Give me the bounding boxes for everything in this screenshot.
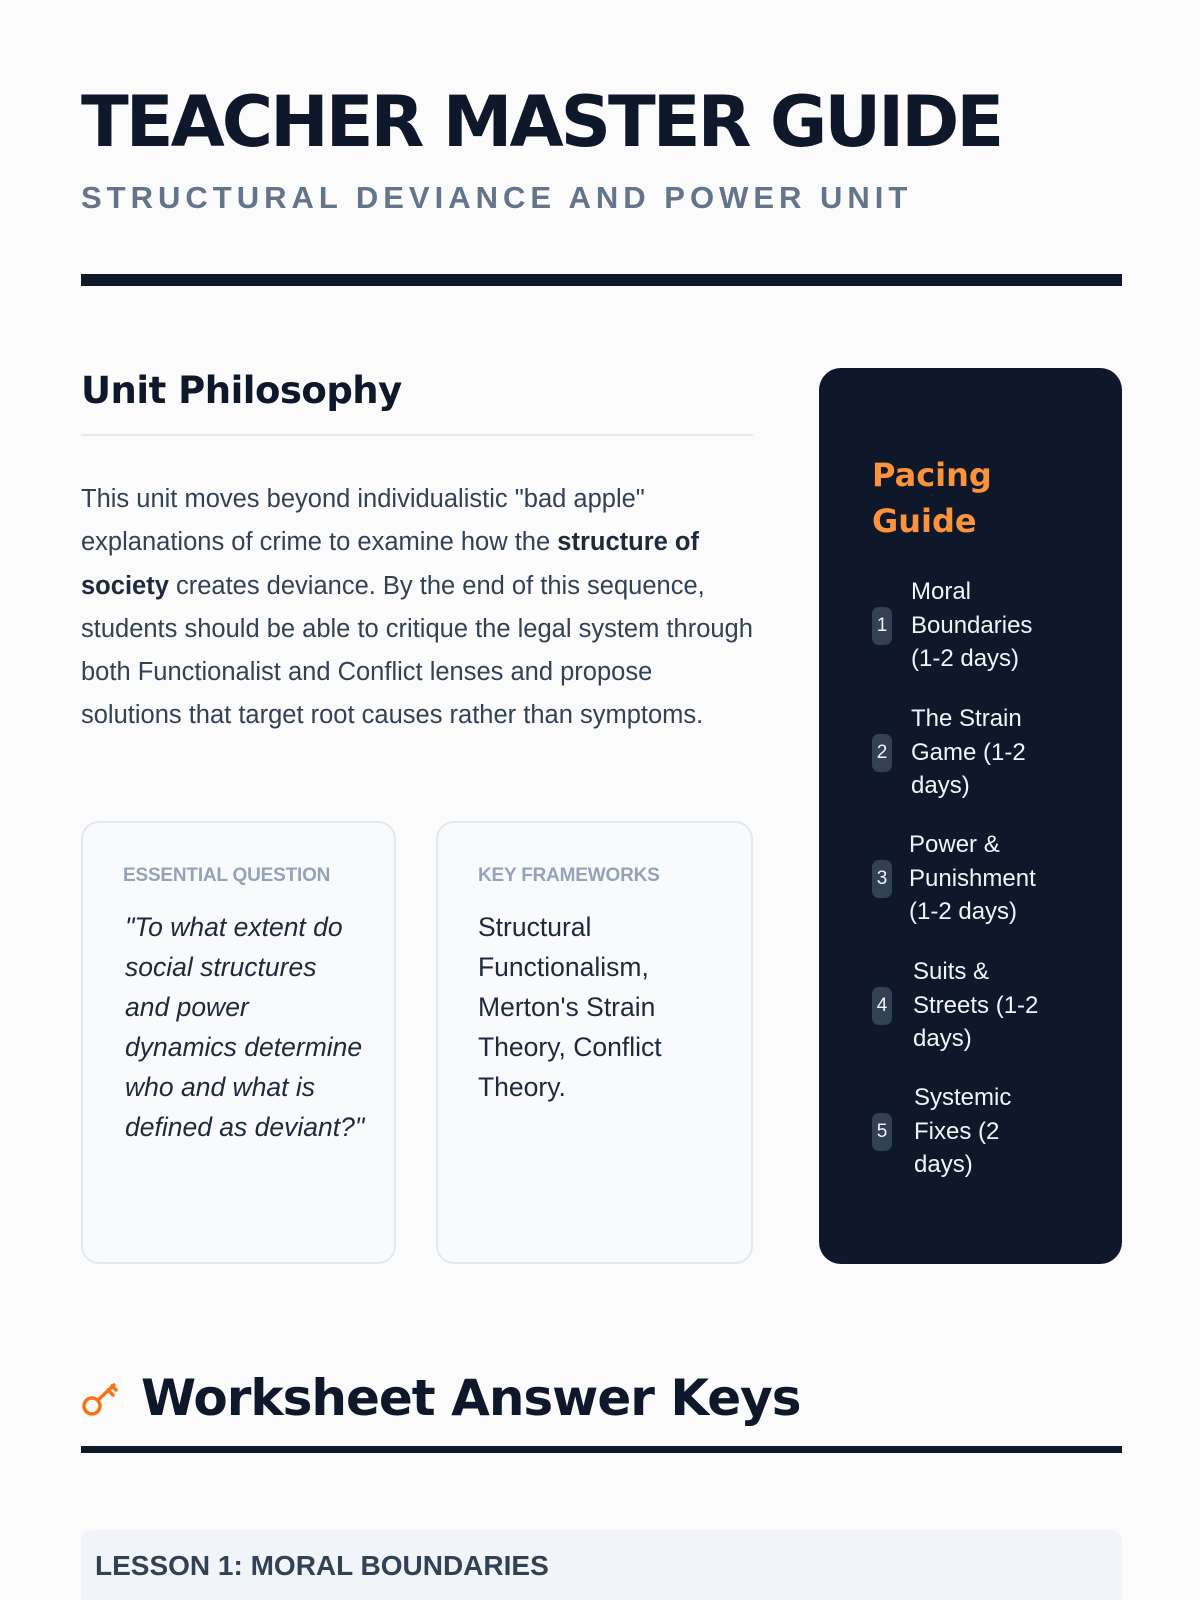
pacing-step-number: 3: [872, 860, 892, 898]
philosophy-text-part-2: creates deviance. By the end of this sequence, students should be able to critique the legal system through both Functionalist and Conflict lenses and propose solutions that target root causes rather than symptoms.: [81, 571, 753, 730]
essential-question-text: "To what extent do social structures and power dynamics determine who and what is defined as deviant?": [125, 912, 365, 1142]
pacing-item: [872, 1081, 1112, 1181]
philosophy-text-part-1: This unit moves beyond individualistic "bad apple" explanations of crime to examine how the: [81, 485, 645, 557]
pacing-step-number: 5: [872, 1113, 892, 1151]
lesson-1-header: [81, 1530, 1122, 1600]
key-frameworks-card: [436, 821, 753, 1264]
lesson-1-title: LESSON 1: MORAL BOUNDARIES: [95, 1550, 549, 1581]
key-icon: [81, 1379, 121, 1419]
pacing-step-text: Suits & Streets (1-2 days): [913, 958, 1039, 1052]
essential-question-label: ESSENTIAL QUESTION: [123, 865, 331, 886]
pacing-step-number: 4: [872, 987, 892, 1025]
page-title: TEACHER MASTER GUIDE: [81, 81, 1002, 163]
teacher-guide-page: [81, 0, 1122, 1600]
pacing-item: [872, 828, 1112, 928]
unit-philosophy-divider: [81, 434, 753, 436]
pacing-item: [872, 955, 1112, 1055]
unit-philosophy-text: [81, 478, 753, 738]
page-subtitle: STRUCTURAL DEVIANCE AND POWER UNIT: [81, 180, 913, 215]
title-divider: [81, 274, 1122, 286]
pacing-step-text: Power & Punishment (1-2 days): [909, 831, 1036, 925]
pacing-step-text: Systemic Fixes (2 days): [914, 1084, 1012, 1178]
pacing-guide-panel: [819, 368, 1122, 1264]
key-frameworks-label: KEY FRAMEWORKS: [478, 865, 660, 886]
pacing-item: [872, 702, 1112, 802]
pacing-guide-title: Pacing Guide: [872, 456, 992, 540]
worksheet-section-divider: [81, 1446, 1122, 1453]
pacing-item: [872, 575, 1112, 675]
pacing-step-number: 2: [872, 734, 892, 772]
pacing-step-number: 1: [872, 607, 892, 645]
essential-question-card: [81, 821, 396, 1264]
unit-philosophy-heading: Unit Philosophy: [81, 369, 402, 412]
pacing-step-text: Moral Boundaries (1-2 days): [911, 578, 1033, 672]
key-frameworks-text: Structural Functionalism, Merton's Strain Theory, Conflict Theory.: [478, 912, 662, 1102]
pacing-step-text: The Strain Game (1-2 days): [911, 705, 1026, 799]
worksheet-answer-keys-heading: Worksheet Answer Keys: [141, 1369, 801, 1427]
philosophy-text-emphasis: structure of society: [81, 528, 699, 600]
